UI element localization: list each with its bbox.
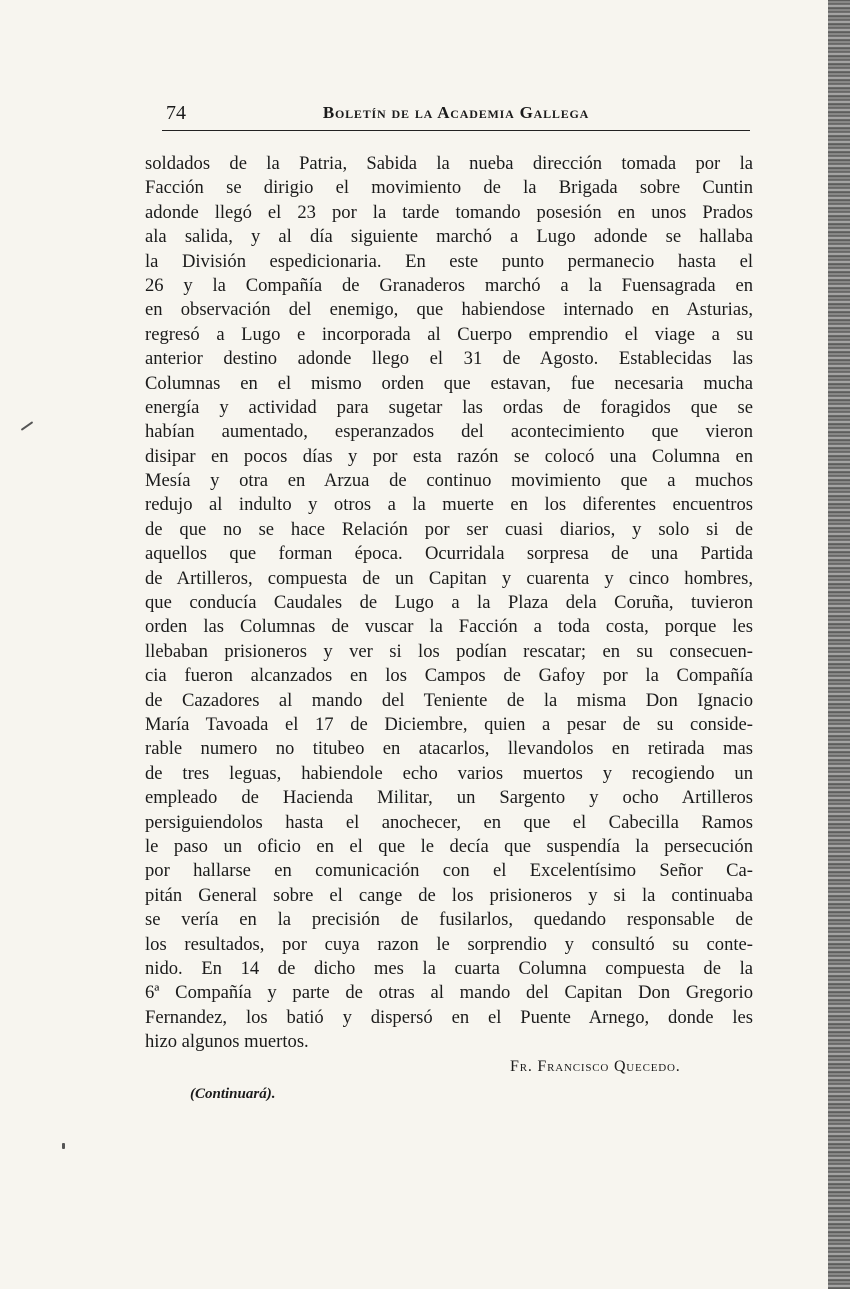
print-speck [62, 1143, 65, 1149]
body-text [145, 152, 753, 1054]
author-signature: Fr. Francisco Quecedo. [510, 1058, 681, 1075]
text-line: redujo al indulto y otros a la muerte en los diferentes encuentros [145, 494, 753, 516]
text-line: Columnas en el mismo orden que estavan, fue necesaria mucha [145, 372, 753, 394]
continued-note: (Continuará). [190, 1086, 276, 1102]
text-line: de tres leguas, habiendole echo varios muertos y recogiendo un [145, 762, 753, 784]
text-line: soldados de la Patria, Sabida la nueba dirección tomada por la [145, 153, 753, 174]
text-line: le paso un oficio en el que le decía que suspendía la persecución [145, 835, 753, 857]
text-line: orden las Columnas de vuscar la Facción a toda costa, porque les [145, 616, 753, 638]
text-line: persiguiendolos hasta el anochecer, en que el Cabecilla Ramos [145, 811, 753, 833]
text-line: cia fueron alcanzados en los Campos de Gafoy por la Compañía [145, 665, 753, 687]
text-line: anterior destino adonde llego el 31 de Agosto. Establecidas las [145, 348, 753, 370]
page-number: 74 [166, 102, 186, 124]
text-line: rable numero no titubeo en atacarlos, llevandolos en retirada mas [145, 738, 753, 760]
text-line: 6ª Compañía y parte de otras al mando del Capitan Don Gregorio [145, 982, 753, 1004]
text-line: aquellos que forman época. Ocurridala sorpresa de una Partida [145, 543, 753, 565]
text-line: empleado de Hacienda Militar, un Sargento y ocho Artilleros [145, 787, 753, 809]
text-line: pitán General sobre el cange de los prisioneros y si la continuaba [145, 884, 753, 906]
text-line: disipar en pocos días y por esta razón se colocó una Columna en [145, 445, 753, 467]
text-line: ala salida, y al día siguiente marchó a Lugo adonde se hallaba [145, 226, 753, 248]
text-line: de Cazadores al mando del Teniente de la misma Don Ignacio [145, 689, 753, 711]
text-line: que conducía Caudales de Lugo a la Plaza dela Coruña, tuvieron [145, 592, 753, 614]
text-line: por hallarse en comunicación con el Excelentísimo Señor Ca- [145, 860, 753, 882]
page-edge-shadow [828, 0, 850, 1289]
text-line: hizo algunos muertos. [145, 1031, 309, 1053]
text-line: Facción se dirigio el movimiento de la Brigada sobre Cuntin [145, 177, 753, 199]
text-line: llebaban prisioneros y ver si los podían rescatar; en su consecuen- [145, 640, 753, 662]
text-line: Fernandez, los batió y dispersó en el Puente Arnego, donde les [145, 1006, 753, 1028]
text-line: Mesía y otra en Arzua de continuo movimiento que a muchos [145, 470, 753, 492]
text-line: la División espedicionaria. En este punto permanecio hasta el [145, 250, 753, 272]
text-line: de que no se hace Relación por ser cuasi diarios, y solo si de [145, 518, 753, 540]
text-line: habían aumentado, esperanzados del acontecimiento que vieron [145, 421, 753, 443]
text-line: regresó a Lugo e incorporada al Cuerpo emprendio el viage a su [145, 323, 753, 345]
text-line: se vería en la precisión de fusilarlos, quedando responsable de [145, 909, 753, 931]
text-line: adonde llegó el 23 por la tarde tomando posesión en unos Prados [145, 201, 753, 223]
text-line: 26 y la Compañía de Granaderos marchó a la Fuensagrada en [145, 274, 753, 296]
text-line: de Artilleros, compuesta de un Capitan y cuarenta y cinco hombres, [145, 567, 753, 589]
text-line: María Tavoada el 17 de Diciembre, quien a pesar de su conside- [145, 713, 753, 735]
text-line: los resultados, por cuya razon le sorprendio y consultó su conte- [145, 933, 753, 955]
text-line: en observación del enemigo, que habiendose internado en Asturias, [145, 299, 753, 321]
running-title: Boletín de la Academia Gallega [322, 103, 590, 122]
page-header [162, 100, 750, 131]
print-speck [21, 421, 34, 431]
text-line: nido. En 14 de dicho mes la cuarta Columna compuesta de la [145, 957, 753, 979]
text-line: energía y actividad para sugetar las ordas de foragidos que se [145, 396, 753, 418]
